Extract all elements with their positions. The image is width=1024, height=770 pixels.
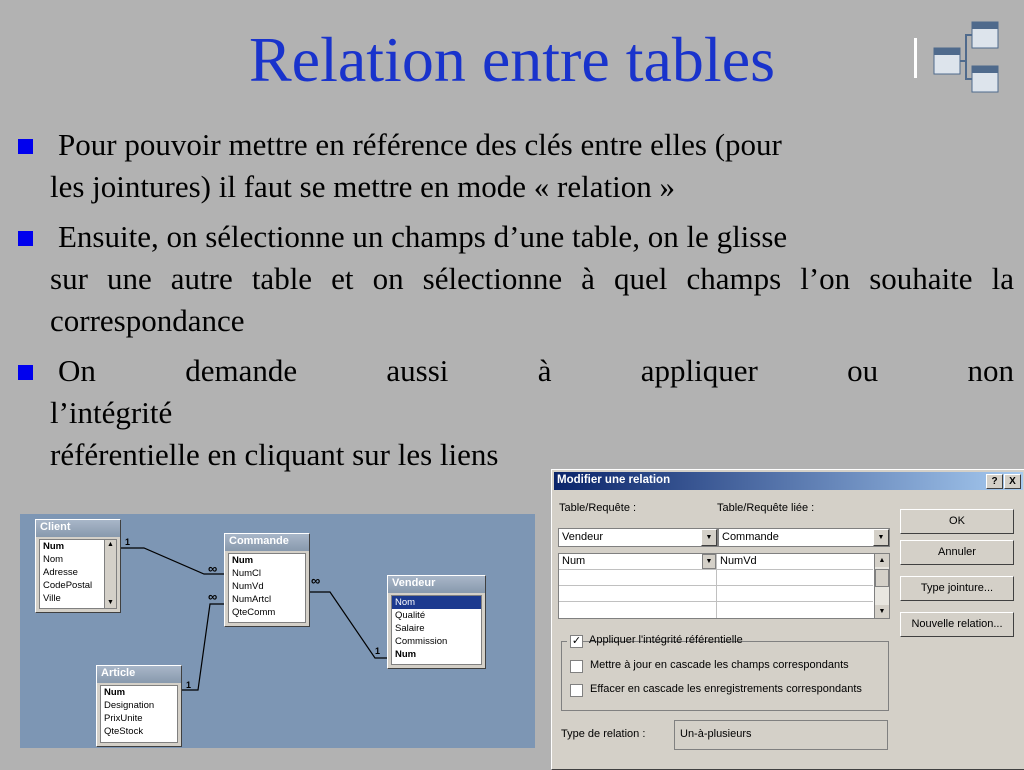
table-caption[interactable]: Vendeur: [388, 576, 485, 593]
field-item[interactable]: Num: [395, 649, 417, 660]
cardinality-one-label: 1: [375, 646, 381, 656]
bullet-text-cont: sur une autre table et on sélectionne à quel champs l’on souhaite la correspondance: [50, 261, 1014, 338]
bullet-text: On demande aussi à appliquer ou non l’intégrité: [50, 353, 1014, 430]
field-item[interactable]: Adresse: [43, 567, 78, 578]
field-item[interactable]: Num: [104, 687, 126, 698]
grid-cell-value: Num: [562, 555, 586, 567]
cardinality-many-label: ∞: [208, 589, 218, 604]
bullet-item: [14, 216, 1014, 342]
scroll-down-icon[interactable]: ▼: [875, 605, 889, 618]
cardinality-one-label: 1: [186, 680, 192, 690]
new-relationship-button[interactable]: Nouvelle relation...: [900, 612, 1014, 637]
bullet-item: [14, 350, 1014, 476]
bullet-text: Pour pouvoir mettre en référence des clés entre elles (pour: [58, 127, 782, 162]
grid-cell-left[interactable]: [559, 554, 717, 570]
table-caption[interactable]: Article: [97, 666, 181, 683]
integrity-checkbox[interactable]: ✓: [571, 635, 582, 647]
help-button[interactable]: ?: [986, 474, 1003, 489]
table-client[interactable]: [35, 519, 121, 613]
field-item[interactable]: NumVd: [232, 581, 264, 592]
field-item[interactable]: Num: [232, 555, 254, 566]
chevron-down-icon[interactable]: ▼: [702, 554, 716, 569]
integrity-option[interactable]: [567, 633, 743, 649]
table-vendeur[interactable]: [387, 575, 486, 669]
table-caption[interactable]: Client: [36, 520, 120, 537]
table-select[interactable]: [558, 528, 718, 547]
cardinality-many-label: ∞: [208, 561, 218, 576]
field-item[interactable]: QteComm: [232, 607, 276, 618]
scroll-up-icon[interactable]: ▲: [107, 541, 114, 548]
grid-cell-value: NumVd: [720, 555, 757, 567]
relationships-icon: [910, 18, 1024, 102]
field-list[interactable]: [391, 595, 482, 665]
scroll-thumb[interactable]: [875, 569, 889, 587]
scroll-up-icon[interactable]: ▲: [875, 554, 889, 567]
field-item[interactable]: PrixUnite: [104, 713, 143, 724]
bullet-square-icon: [18, 231, 33, 246]
scrollbar[interactable]: [874, 554, 889, 618]
cardinality-many-label: ∞: [311, 573, 321, 588]
table-label: Table/Requête :: [559, 502, 637, 514]
table-commande[interactable]: [224, 533, 310, 627]
field-item[interactable]: Nom: [392, 596, 481, 609]
field-list[interactable]: [39, 539, 117, 609]
field-item[interactable]: NumCl: [232, 568, 262, 579]
chevron-down-icon[interactable]: ▼: [701, 529, 717, 546]
bullet-square-icon: [18, 139, 33, 154]
field-item[interactable]: Nom: [43, 554, 64, 565]
bullet-list: [14, 124, 1014, 484]
linked-table-select[interactable]: [718, 528, 890, 547]
field-item[interactable]: Salaire: [395, 623, 425, 634]
table-select-value: Vendeur: [562, 531, 603, 543]
field-list[interactable]: [100, 685, 178, 743]
cascade-delete-checkbox[interactable]: [570, 684, 583, 697]
linked-table-label: Table/Requête liée :: [717, 502, 815, 514]
bullet-square-icon: [18, 365, 33, 380]
cardinality-one-label: 1: [125, 537, 131, 547]
bullet-text: Ensuite, on sélectionne un champs d’une table, on le glisse: [58, 219, 788, 254]
linked-table-select-value: Commande: [722, 531, 779, 543]
field-mapping-grid[interactable]: [558, 553, 890, 619]
relation-type-field: [674, 720, 888, 750]
field-list[interactable]: [228, 553, 306, 623]
field-item[interactable]: QteStock: [104, 726, 144, 737]
bullet-text-cont: les jointures) il faut se mettre en mode « relation »: [50, 169, 675, 204]
bullet-item: [14, 124, 1014, 208]
field-item[interactable]: CodePostal: [43, 580, 93, 591]
bullet-text-cont: référentielle en cliquant sur les liens: [50, 437, 499, 472]
integrity-group: [561, 641, 889, 711]
slide-title: Relation entre tables: [248, 24, 776, 95]
join-type-button[interactable]: Type jointure...: [900, 576, 1014, 601]
cascade-delete-option[interactable]: [570, 683, 884, 699]
scroll-down-icon[interactable]: ▼: [107, 599, 114, 606]
cascade-update-checkbox[interactable]: [570, 660, 583, 673]
relation-type-label: Type de relation :: [561, 728, 646, 740]
chevron-down-icon[interactable]: ▼: [873, 529, 889, 546]
ok-button[interactable]: OK: [900, 509, 1014, 534]
cascade-update-option[interactable]: [570, 659, 880, 675]
cancel-button[interactable]: Annuler: [900, 540, 1014, 565]
table-article[interactable]: [96, 665, 182, 747]
relation-type-value: Un-à-plusieurs: [680, 728, 752, 740]
scrollbar[interactable]: [104, 540, 116, 608]
dialog-titlebar[interactable]: [554, 472, 1023, 490]
field-item[interactable]: Commission: [395, 636, 448, 647]
cascade-update-label: Mettre à jour en cascade les champs correspondants: [590, 659, 849, 671]
field-item[interactable]: Designation: [104, 700, 155, 711]
integrity-label: Appliquer l'intégrité référentielle: [589, 634, 743, 646]
relationships-window: [20, 514, 535, 748]
close-button[interactable]: X: [1004, 474, 1021, 489]
field-item[interactable]: Num: [43, 541, 65, 552]
cascade-delete-label: Effacer en cascade les enregistrements correspondants: [590, 683, 862, 695]
field-item[interactable]: Qualité: [395, 610, 426, 621]
field-item[interactable]: Ville: [43, 593, 61, 604]
table-caption[interactable]: Commande: [225, 534, 309, 551]
dialog-title: Modifier une relation: [557, 474, 671, 486]
link-article-commande[interactable]: [180, 604, 227, 690]
grid-cell-right[interactable]: [717, 554, 873, 570]
field-item[interactable]: NumArtcl: [232, 594, 272, 605]
